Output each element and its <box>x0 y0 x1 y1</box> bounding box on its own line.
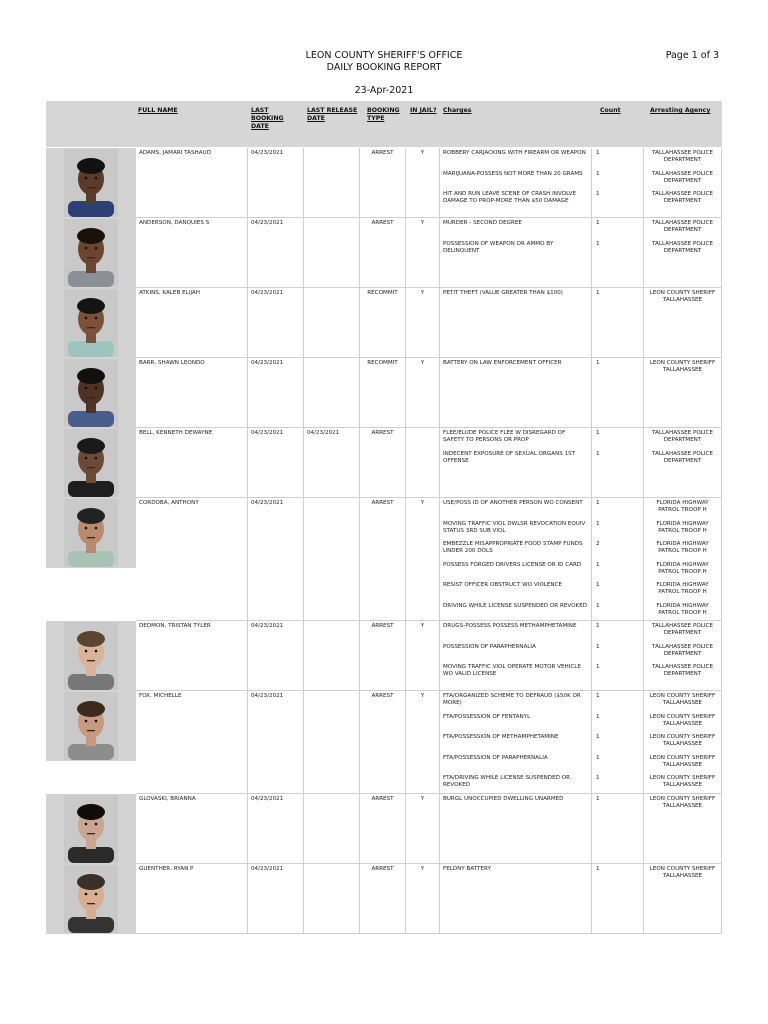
name-cell <box>136 358 248 428</box>
in-jail-flag <box>406 428 439 432</box>
charge-count: 1 <box>596 360 600 366</box>
agency-cell <box>644 428 722 498</box>
booking-type: ARREST <box>371 693 394 699</box>
charge-text: POSSESSION OF PARAPHERNALIA <box>443 643 536 650</box>
charge-count: 1 <box>596 220 600 226</box>
count-cell <box>592 358 644 428</box>
last-booking-date: 04/23/2021 <box>251 220 284 226</box>
mugshot-photo <box>64 219 118 287</box>
report-date: 23-Apr-2021 <box>354 85 414 96</box>
count-cell <box>592 621 644 691</box>
last-booking-date: 04/23/2021 <box>251 360 284 366</box>
arresting-agency: TALLAHASSEE POLICE DEPARTMENT <box>652 220 713 234</box>
injail-cell <box>406 864 440 934</box>
booking-type: ARREST <box>371 220 394 226</box>
arresting-agency: FLORIDA HIGHWAY PATROL TROOP H <box>656 561 709 575</box>
booking-cell <box>248 794 304 864</box>
arresting-agency: LEON COUNTY SHERIFF TALLAHASSEE <box>649 693 716 707</box>
charges-cell <box>440 621 592 691</box>
charge-text: MOVING TRAFFIC VIOL DWLSR REVOCATION EQUIV STATUS 3RD SUB VIOL <box>443 520 586 534</box>
arresting-agency: TALLAHASSEE POLICE DEPARTMENT <box>652 240 713 254</box>
last-booking-date: 04/23/2021 <box>251 623 284 629</box>
column-header-row <box>46 101 722 147</box>
last-booking-date: 04/23/2021 <box>251 150 284 156</box>
release-cell <box>304 288 360 358</box>
release-cell <box>304 864 360 934</box>
arresting-agency: LEON COUNTY SHERIFF TALLAHASSEE <box>649 734 716 748</box>
charge-count: 1 <box>596 520 600 527</box>
in-jail-flag: Y <box>420 693 425 699</box>
charge-text: POSSESSION OF WEAPON OR AMMO BY DELINQUENT <box>443 240 554 254</box>
charge-text: BATTERY ON LAW ENFORCEMENT OFFICER <box>443 360 562 366</box>
arresting-agency: LEON COUNTY SHERIFF TALLAHASSEE <box>649 360 716 374</box>
charge-count: 1 <box>596 191 600 197</box>
charges-cell <box>440 218 592 288</box>
charge-text: PETIT THEFT (VALUE GREATER THAN $100) <box>443 290 563 296</box>
name-cell <box>136 621 248 691</box>
in-jail-flag: Y <box>420 150 425 156</box>
injail-cell <box>406 148 440 218</box>
booking-type: ARREST <box>371 796 394 802</box>
last-booking-date: 04/23/2021 <box>251 290 284 296</box>
injail-cell <box>406 621 440 691</box>
booking-record <box>46 691 722 794</box>
charge-count: 1 <box>596 150 600 156</box>
charge-count: 1 <box>596 561 600 568</box>
charge-count: 1 <box>596 500 600 506</box>
mugshot-photo <box>64 359 118 427</box>
charge-count: 1 <box>596 170 600 177</box>
booking-record <box>46 288 722 358</box>
in-jail-flag: Y <box>420 866 425 872</box>
charges-cell <box>440 288 592 358</box>
type-cell <box>360 428 406 498</box>
booking-type: RECOMMIT <box>367 360 398 366</box>
col-full-name: FULL NAME <box>138 107 178 114</box>
charge-count: 1 <box>596 240 600 247</box>
release-cell <box>304 621 360 691</box>
in-jail-flag: Y <box>420 290 425 296</box>
mugshot-photo <box>64 289 118 357</box>
charge-text: POSSESS FORGED DRIVERS LICENSE OR ID CARD <box>443 561 582 568</box>
arresting-agency: FLORIDA HIGHWAY PATROL TROOP H <box>656 582 709 596</box>
in-jail-flag: Y <box>420 796 425 802</box>
booking-record <box>46 621 722 691</box>
count-cell <box>592 428 644 498</box>
count-cell <box>592 218 644 288</box>
arresting-agency: LEON COUNTY SHERIFF TALLAHASSEE <box>649 796 716 810</box>
agency-cell <box>644 691 722 794</box>
full-name: BARR, SHAWN LEONDO <box>139 360 205 366</box>
count-cell <box>592 794 644 864</box>
last-release-date <box>304 498 359 502</box>
booking-cell <box>248 358 304 428</box>
last-release-date <box>304 358 359 362</box>
charge-count: 1 <box>596 582 600 588</box>
agency-cell <box>644 358 722 428</box>
charges-cell <box>440 864 592 934</box>
charge-text: FELONY BATTERY <box>443 866 491 872</box>
charge-count: 1 <box>596 290 600 296</box>
charge-count: 1 <box>596 713 600 720</box>
mugshot-photo <box>64 865 118 933</box>
in-jail-flag: Y <box>420 623 425 629</box>
agency-cell <box>644 621 722 691</box>
charge-text: FTA/ORGANIZED SCHEME TO DEFRAUD ($50K OR MORE) <box>443 693 581 707</box>
full-name: CORDOBA, ANTHONY <box>139 500 199 506</box>
arresting-agency: FLORIDA HIGHWAY PATROL TROOP H <box>656 602 709 616</box>
charge-text: RESIST OFFICER OBSTRUCT WO VIOLENCE <box>443 582 563 588</box>
type-cell <box>360 288 406 358</box>
type-cell <box>360 498 406 621</box>
charge-text: HIT AND RUN LEAVE SCENE OF CRASH INVOLVE DAMAGE TO PROP-MORE THAN $50 DAMAGE <box>443 191 576 205</box>
booking-record <box>46 148 722 218</box>
booking-cell <box>248 691 304 794</box>
charge-count: 1 <box>596 866 600 872</box>
release-cell <box>304 218 360 288</box>
booking-cell <box>248 498 304 621</box>
charge-text: FTA/DRIVING WHILE LICENSE SUSPENDED OR REVOKED <box>443 775 571 789</box>
booking-cell <box>248 864 304 934</box>
agency-cell <box>644 864 722 934</box>
col-last-booking-date: LAST BOOKING DATE <box>251 107 284 130</box>
injail-cell <box>406 498 440 621</box>
full-name: DEDMON, TRISTAN TYLER <box>139 623 211 629</box>
arresting-agency: FLORIDA HIGHWAY PATROL TROOP H <box>656 500 709 514</box>
booking-type: ARREST <box>371 866 394 872</box>
name-cell <box>136 428 248 498</box>
charge-text: MURDER - SECOND DEGREE <box>443 220 522 226</box>
arresting-agency: TALLAHASSEE POLICE DEPARTMENT <box>652 191 713 205</box>
mugshot-photo <box>64 149 118 217</box>
last-booking-date: 04/23/2021 <box>251 500 284 506</box>
charges-cell <box>440 148 592 218</box>
name-cell <box>136 288 248 358</box>
booking-cell <box>248 621 304 691</box>
charge-text: FLEE/ELUDE POLICE FLEE W DISREGARD OF SAFETY TO PERSONS OR PROP <box>443 430 566 444</box>
charge-count: 1 <box>596 754 600 761</box>
last-release-date <box>304 794 359 798</box>
last-booking-date: 04/23/2021 <box>251 796 284 802</box>
page-number: Page 1 of 3 <box>665 50 719 61</box>
booking-record <box>46 794 722 864</box>
charge-count: 1 <box>596 430 600 436</box>
full-name: BELL, KENNETH DEWAYNE <box>139 430 213 436</box>
name-cell <box>136 864 248 934</box>
name-cell <box>136 794 248 864</box>
agency-cell <box>644 148 722 218</box>
arresting-agency: LEON COUNTY SHERIFF TALLAHASSEE <box>649 775 716 789</box>
col-count: Count <box>600 107 621 114</box>
count-cell <box>592 864 644 934</box>
full-name: GUENTHER, RYAN P <box>139 866 194 872</box>
release-cell <box>304 148 360 218</box>
full-name: ADAMS, JAMARI TASHAUD <box>139 150 211 156</box>
arresting-agency: LEON COUNTY SHERIFF TALLAHASSEE <box>649 754 716 768</box>
arresting-agency: TALLAHASSEE POLICE DEPARTMENT <box>652 664 713 678</box>
agency-cell <box>644 498 722 621</box>
type-cell <box>360 218 406 288</box>
arresting-agency: LEON COUNTY SHERIFF TALLAHASSEE <box>649 290 716 304</box>
booking-cell <box>248 218 304 288</box>
arresting-agency: TALLAHASSEE POLICE DEPARTMENT <box>652 450 713 464</box>
charge-count: 2 <box>596 541 600 547</box>
count-cell <box>592 691 644 794</box>
charge-text: DRUGS-POSSESS POSSESS METHAMPHETAMINE <box>443 623 577 629</box>
charge-text: ROBBERY CARJACKING WITH FIREARM OR WEAPON <box>443 150 586 156</box>
charge-text: MARIJUANA-POSSESS NOT MORE THAN 20 GRAMS <box>443 170 583 177</box>
name-cell <box>136 498 248 621</box>
charge-count: 1 <box>596 450 600 457</box>
booking-record <box>46 864 722 934</box>
booking-type: ARREST <box>371 623 394 629</box>
mugshot-photo <box>64 429 118 497</box>
office-title: LEON COUNTY SHERIFF'S OFFICE <box>305 50 463 61</box>
booking-cell <box>248 428 304 498</box>
release-cell <box>304 428 360 498</box>
booking-type: ARREST <box>371 430 394 436</box>
last-release-date <box>304 218 359 222</box>
charge-text: FTA/POSSESSION OF PARAPHERNALIA <box>443 754 548 761</box>
injail-cell <box>406 358 440 428</box>
arresting-agency: TALLAHASSEE POLICE DEPARTMENT <box>652 643 713 657</box>
injail-cell <box>406 288 440 358</box>
mugshot-photo <box>64 622 118 690</box>
last-release-date <box>304 148 359 152</box>
col-in-jail: IN JAIL? <box>410 107 437 114</box>
agency-cell <box>644 288 722 358</box>
in-jail-flag: Y <box>420 220 425 226</box>
charges-cell <box>440 358 592 428</box>
charge-text: MOVING TRAFFIC VIOL OPERATE MOTOR VEHICLE WO VALID LICENSE <box>443 664 581 678</box>
arresting-agency: TALLAHASSEE POLICE DEPARTMENT <box>652 430 713 444</box>
booking-record <box>46 358 722 428</box>
type-cell <box>360 358 406 428</box>
full-name: GLOVASKI, BRIANNA <box>139 796 196 802</box>
charge-count: 1 <box>596 602 600 609</box>
release-cell <box>304 691 360 794</box>
agency-cell <box>644 218 722 288</box>
type-cell <box>360 864 406 934</box>
full-name: ANDERSON, DANQUIES S <box>139 220 210 226</box>
count-cell <box>592 498 644 621</box>
injail-cell <box>406 218 440 288</box>
injail-cell <box>406 691 440 794</box>
mugshot-photo <box>64 795 118 863</box>
count-cell <box>592 148 644 218</box>
injail-cell <box>406 794 440 864</box>
booking-type: ARREST <box>371 500 394 506</box>
type-cell <box>360 794 406 864</box>
mugshot-photo <box>64 692 118 760</box>
report-title: DAILY BOOKING REPORT <box>326 62 442 73</box>
full-name: ATKINS, KALEB ELIJAH <box>139 290 200 296</box>
last-booking-date: 04/23/2021 <box>251 430 284 436</box>
arresting-agency: TALLAHASSEE POLICE DEPARTMENT <box>652 170 713 184</box>
report-header <box>0 0 768 100</box>
last-release-date <box>304 864 359 868</box>
name-cell <box>136 218 248 288</box>
charge-text: USE/POSS ID OF ANOTHER PERSON WO CONSENT <box>443 500 583 506</box>
booking-cell <box>248 288 304 358</box>
charges-cell <box>440 691 592 794</box>
name-cell <box>136 148 248 218</box>
last-booking-date: 04/23/2021 <box>251 866 284 872</box>
release-cell <box>304 498 360 621</box>
charge-count: 1 <box>596 643 600 650</box>
last-booking-date: 04/23/2021 <box>251 693 284 699</box>
booking-cell <box>248 148 304 218</box>
injail-cell <box>406 428 440 498</box>
booking-record <box>46 218 722 288</box>
last-release-date <box>304 691 359 695</box>
arresting-agency: FLORIDA HIGHWAY PATROL TROOP H <box>656 541 709 555</box>
charge-count: 1 <box>596 796 600 802</box>
col-charges: Charges <box>443 107 472 114</box>
charge-text: DRIVING WHILE LICENSE SUSPENDED OR REVOKED <box>443 602 588 609</box>
name-cell <box>136 691 248 794</box>
charge-text: FTA/POSSESSION OF METHAMPHETAMINE <box>443 734 559 740</box>
charge-text: EMBEZZLE MISAPPROPRIATE FOOD STAMP FUNDS UNDER 200 DOLS <box>443 541 583 555</box>
charge-text: BURGL UNOCCUPIED DWELLING UNARMED <box>443 796 564 802</box>
booking-type: ARREST <box>371 150 394 156</box>
arresting-agency: LEON COUNTY SHERIFF TALLAHASSEE <box>649 866 716 880</box>
charge-text: INDECENT EXPOSURE OF SEXUAL ORGANS 1ST OFFENSE <box>443 450 576 464</box>
arresting-agency: TALLAHASSEE POLICE DEPARTMENT <box>652 623 713 637</box>
booking-type: RECOMMIT <box>367 290 398 296</box>
booking-record <box>46 428 722 498</box>
type-cell <box>360 691 406 794</box>
charges-cell <box>440 498 592 621</box>
release-cell <box>304 358 360 428</box>
mugshot-photo <box>64 499 118 567</box>
col-arresting-agency: Arresting Agency <box>650 107 711 114</box>
charge-count: 1 <box>596 623 600 629</box>
charge-count: 1 <box>596 734 600 740</box>
booking-record <box>46 498 722 621</box>
arresting-agency: FLORIDA HIGHWAY PATROL TROOP H <box>656 520 709 534</box>
count-cell <box>592 288 644 358</box>
arresting-agency: LEON COUNTY SHERIFF TALLAHASSEE <box>649 713 716 727</box>
charge-count: 1 <box>596 693 600 699</box>
charge-count: 1 <box>596 664 600 670</box>
charge-count: 1 <box>596 775 600 781</box>
charges-cell <box>440 794 592 864</box>
in-jail-flag: Y <box>420 360 425 366</box>
col-booking-type: BOOKING TYPE <box>367 107 400 122</box>
in-jail-flag: Y <box>420 500 425 506</box>
last-release-date <box>304 288 359 292</box>
last-release-date: 04/23/2021 <box>307 430 340 436</box>
agency-cell <box>644 794 722 864</box>
col-last-release-date: LAST RELEASE DATE <box>307 107 358 122</box>
type-cell <box>360 148 406 218</box>
release-cell <box>304 794 360 864</box>
arresting-agency: TALLAHASSEE POLICE DEPARTMENT <box>652 150 713 164</box>
full-name: FOX, MICHELLE <box>139 693 182 699</box>
type-cell <box>360 621 406 691</box>
charge-text: FTA/POSSESSION OF FENTANYL <box>443 713 531 720</box>
charges-cell <box>440 428 592 498</box>
last-release-date <box>304 621 359 625</box>
